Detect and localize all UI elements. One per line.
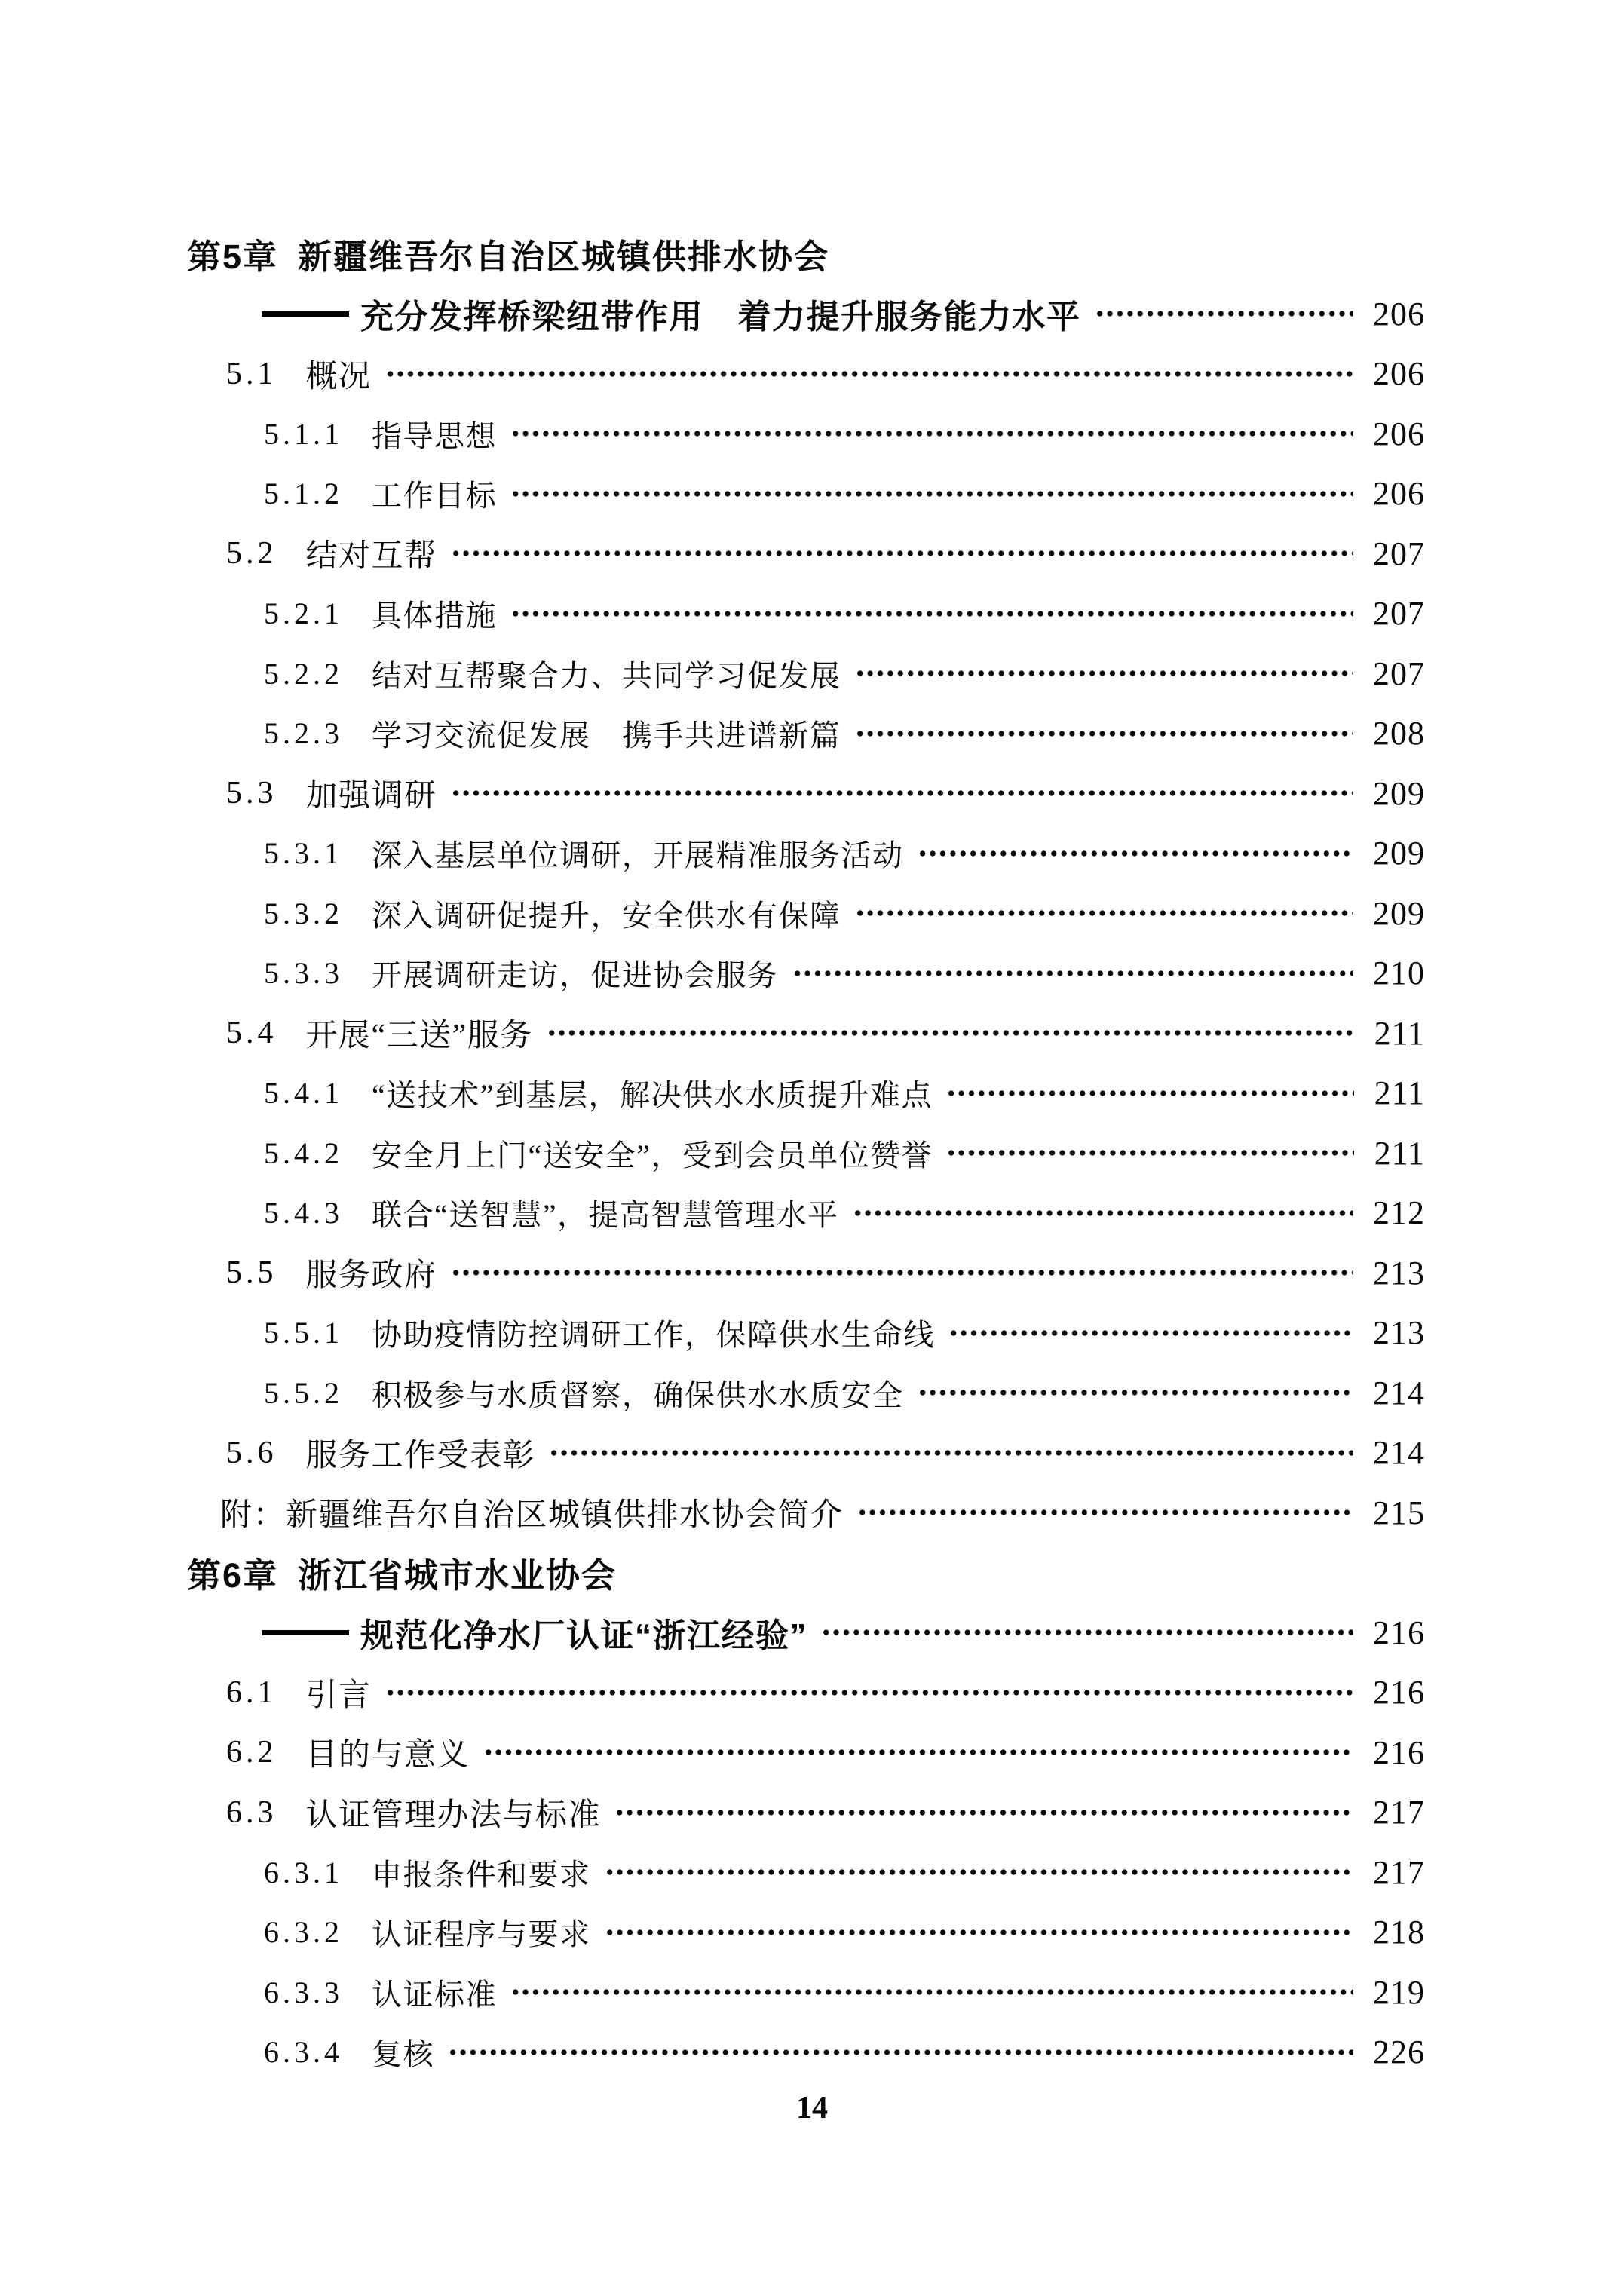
toc-row-l3 bbox=[0, 1303, 1425, 1363]
entry-page-number: 206 bbox=[1373, 475, 1425, 513]
entry-page-number: 211 bbox=[1374, 1134, 1425, 1172]
page-footer-number: 14 bbox=[796, 2091, 828, 2125]
dot-leader bbox=[918, 1388, 1354, 1397]
entry-number: 5.2.3 bbox=[264, 716, 343, 751]
entry-number: 5.5 bbox=[226, 1255, 277, 1291]
entry-number: 5.4.2 bbox=[264, 1135, 343, 1170]
entry-number: 5.3.2 bbox=[264, 896, 343, 930]
entry-number: 5.4.1 bbox=[264, 1076, 343, 1111]
entry-page-number: 207 bbox=[1373, 595, 1425, 633]
entry-page-number: 207 bbox=[1373, 535, 1425, 572]
entry-title: 具体措施 bbox=[372, 599, 497, 633]
toc-row-l3 bbox=[0, 1063, 1425, 1123]
dot-leader bbox=[946, 1089, 1354, 1098]
entry-page-number: 216 bbox=[1373, 1733, 1425, 1771]
toc-row-l3 bbox=[0, 1183, 1425, 1243]
entry-title: 开展调研走访，促进协会服务 bbox=[372, 958, 779, 993]
entry-page-number: 226 bbox=[1373, 2033, 1425, 2071]
toc-row-l3 bbox=[0, 404, 1425, 464]
entry-title: 学习交流促发展 携手共进谱新篇 bbox=[372, 719, 841, 753]
entry-number: 5.4 bbox=[226, 1016, 277, 1051]
entry-page-number: 206 bbox=[1373, 415, 1425, 452]
chapter-number-label: 第6章 bbox=[187, 1556, 279, 1595]
entry-title: 积极参与水质督察，确保供水水质安全 bbox=[372, 1378, 904, 1412]
entry-title: 认证程序与要求 bbox=[372, 1917, 591, 1952]
dot-leader bbox=[448, 2048, 1353, 2057]
entry-title: 加强调研 bbox=[305, 779, 437, 814]
entry-page-number: 217 bbox=[1373, 1853, 1425, 1891]
dot-leader bbox=[385, 1688, 1353, 1697]
entry-page-number: 211 bbox=[1374, 1014, 1425, 1052]
entry-page-number: 218 bbox=[1373, 1914, 1425, 1951]
toc-row-l3 bbox=[0, 2022, 1425, 2082]
toc-rows bbox=[0, 224, 1425, 2082]
chapter-number-label: 第5章 bbox=[187, 238, 279, 277]
dot-leader bbox=[510, 1987, 1353, 1997]
entry-page-number: 209 bbox=[1373, 835, 1425, 872]
dot-leader bbox=[549, 1448, 1353, 1457]
entry-page-number: 209 bbox=[1373, 894, 1425, 932]
entry-page-number: 216 bbox=[1373, 1674, 1425, 1712]
dot-leader bbox=[510, 609, 1353, 618]
dot-leader bbox=[547, 1028, 1354, 1037]
entry-title: 开展“三送”服务 bbox=[305, 1019, 533, 1054]
entry-number: 5.4.3 bbox=[264, 1196, 343, 1230]
toc-row-l3 bbox=[0, 1963, 1425, 2023]
toc-row-l3 bbox=[0, 884, 1425, 944]
entry-title: “送技术”到基层，解决供水水质提升难点 bbox=[372, 1078, 933, 1113]
entry-number: 6.1 bbox=[226, 1675, 277, 1710]
dot-leader bbox=[451, 549, 1353, 558]
entry-title: 协助疫情防控调研工作，保障供水生命线 bbox=[372, 1318, 935, 1353]
entry-number: 5.3.3 bbox=[264, 956, 343, 991]
entry-number: 5.1.2 bbox=[264, 477, 343, 511]
toc-row-l2 bbox=[0, 524, 1425, 584]
toc-row-l3 bbox=[0, 464, 1425, 524]
dot-leader bbox=[855, 669, 1354, 678]
entry-number: 5.2.2 bbox=[264, 656, 343, 691]
entry-number: 6.3.3 bbox=[264, 1975, 343, 2009]
entry-number: 5.2.1 bbox=[264, 596, 343, 631]
toc-row-l3 bbox=[0, 1843, 1425, 1903]
entry-page-number: 206 bbox=[1373, 355, 1425, 393]
em-dash bbox=[262, 1630, 349, 1635]
dot-leader bbox=[1095, 309, 1354, 318]
entry-number: 5.5.2 bbox=[264, 1375, 343, 1410]
dot-leader bbox=[855, 729, 1354, 738]
entry-page-number: 212 bbox=[1373, 1194, 1425, 1232]
dot-leader bbox=[614, 1808, 1353, 1817]
entry-number: 6.3.1 bbox=[264, 1855, 343, 1889]
entry-number: 5.5.1 bbox=[264, 1316, 343, 1350]
entry-number: 5.3 bbox=[226, 776, 277, 811]
entry-number: 5.3.1 bbox=[264, 836, 343, 871]
dot-leader bbox=[948, 1329, 1353, 1338]
entry-title: 深入调研促提升，安全供水有保障 bbox=[372, 898, 841, 933]
toc-row-l3 bbox=[0, 644, 1425, 704]
toc-row-chapter bbox=[0, 224, 1425, 284]
toc-row-l3 bbox=[0, 1902, 1425, 1963]
entry-page-number: 214 bbox=[1373, 1434, 1425, 1472]
entry-number: 5.1 bbox=[226, 356, 277, 391]
entry-title: 申报条件和要求 bbox=[372, 1857, 591, 1892]
dot-leader bbox=[857, 1508, 1353, 1517]
entry-page-number: 213 bbox=[1373, 1254, 1425, 1292]
chapter-title: 新疆维吾尔自治区城镇供排水协会 bbox=[298, 238, 830, 277]
toc-row-l2 bbox=[0, 1423, 1425, 1483]
dot-leader bbox=[821, 1628, 1353, 1637]
entry-page-number: 216 bbox=[1373, 1614, 1425, 1651]
toc-row-l3 bbox=[0, 584, 1425, 644]
entry-page-number: 206 bbox=[1373, 295, 1425, 333]
dot-leader bbox=[385, 369, 1353, 378]
entry-title: 服务工作受表彰 bbox=[305, 1438, 536, 1473]
entry-title: 认证管理办法与标准 bbox=[305, 1797, 602, 1833]
toc-row-subtitle bbox=[0, 1603, 1425, 1663]
entry-number: 6.3.2 bbox=[264, 1915, 343, 1950]
entry-page-number: 208 bbox=[1373, 715, 1425, 752]
entry-title: 指导思想 bbox=[372, 418, 497, 453]
entry-title: 服务政府 bbox=[305, 1258, 437, 1294]
chapter-title: 浙江省城市水业协会 bbox=[298, 1556, 617, 1595]
entry-title: 结对互帮聚合力、共同学习促发展 bbox=[372, 658, 841, 693]
entry-page-number: 207 bbox=[1373, 654, 1425, 692]
toc-row-l2 bbox=[0, 1723, 1425, 1783]
dot-leader bbox=[451, 789, 1353, 798]
entry-title: 引言 bbox=[305, 1678, 372, 1713]
toc-row-chapter bbox=[0, 1543, 1425, 1603]
entry-page-number: 215 bbox=[1373, 1494, 1425, 1531]
entry-title: 目的与意义 bbox=[305, 1738, 470, 1773]
toc-row-attachment bbox=[0, 1483, 1425, 1543]
entry-page-number: 210 bbox=[1373, 955, 1425, 992]
dot-leader bbox=[510, 429, 1353, 438]
dot-leader bbox=[605, 1928, 1354, 1937]
entry-title: 概况 bbox=[305, 359, 372, 394]
toc-row-l2 bbox=[0, 1243, 1425, 1304]
toc-row-l2 bbox=[0, 764, 1425, 824]
em-dash bbox=[262, 311, 349, 317]
dot-leader bbox=[792, 969, 1354, 978]
entry-title: 联合“送智慧”，提高智慧管理水平 bbox=[372, 1198, 839, 1233]
chapter-subtitle: 规范化净水厂认证“浙江经验” bbox=[360, 1617, 807, 1655]
toc-row-l3 bbox=[0, 823, 1425, 884]
toc-row-l3 bbox=[0, 1123, 1425, 1184]
attachment-title: 附：新疆维吾尔自治区城镇供排水协会简介 bbox=[220, 1498, 844, 1534]
entry-number: 5.2 bbox=[226, 536, 277, 572]
toc-row-l2 bbox=[0, 1663, 1425, 1723]
toc-row-l3 bbox=[0, 943, 1425, 1004]
entry-page-number: 217 bbox=[1373, 1794, 1425, 1831]
entry-page-number: 219 bbox=[1373, 1973, 1425, 2011]
entry-number: 6.3 bbox=[226, 1794, 277, 1830]
entry-page-number: 209 bbox=[1373, 774, 1425, 812]
dot-leader bbox=[853, 1209, 1353, 1218]
toc-row-l2 bbox=[0, 1004, 1425, 1064]
toc-row-l3 bbox=[0, 1363, 1425, 1424]
dot-leader bbox=[855, 909, 1354, 918]
dot-leader bbox=[918, 849, 1354, 858]
entry-title: 工作目标 bbox=[372, 479, 497, 513]
dot-leader bbox=[946, 1148, 1354, 1157]
entry-number: 5.6 bbox=[226, 1435, 277, 1470]
toc-row-l3 bbox=[0, 703, 1425, 764]
dot-leader bbox=[451, 1268, 1353, 1277]
toc-row-subtitle bbox=[0, 284, 1425, 345]
dot-leader bbox=[510, 489, 1353, 498]
toc-row-l2 bbox=[0, 344, 1425, 404]
entry-number: 5.1.1 bbox=[264, 416, 343, 451]
entry-number: 6.2 bbox=[226, 1735, 277, 1770]
entry-page-number: 213 bbox=[1373, 1314, 1425, 1352]
dot-leader bbox=[605, 1868, 1354, 1877]
entry-title: 认证标准 bbox=[372, 1977, 497, 2012]
dot-leader bbox=[483, 1748, 1353, 1757]
toc-row-l2 bbox=[0, 1782, 1425, 1843]
entry-number: 6.3.4 bbox=[264, 2035, 343, 2070]
entry-title: 结对互帮 bbox=[305, 539, 437, 575]
chapter-subtitle: 充分发挥桥梁纽带作用 着力提升服务能力水平 bbox=[360, 299, 1081, 336]
entry-title: 深入基层单位调研，开展精准服务活动 bbox=[372, 838, 904, 873]
entry-title: 复核 bbox=[372, 2037, 434, 2072]
entry-title: 安全月上门“送安全”，受到会员单位赞誉 bbox=[372, 1138, 933, 1172]
entry-page-number: 214 bbox=[1373, 1374, 1425, 1411]
entry-page-number: 211 bbox=[1374, 1074, 1425, 1112]
